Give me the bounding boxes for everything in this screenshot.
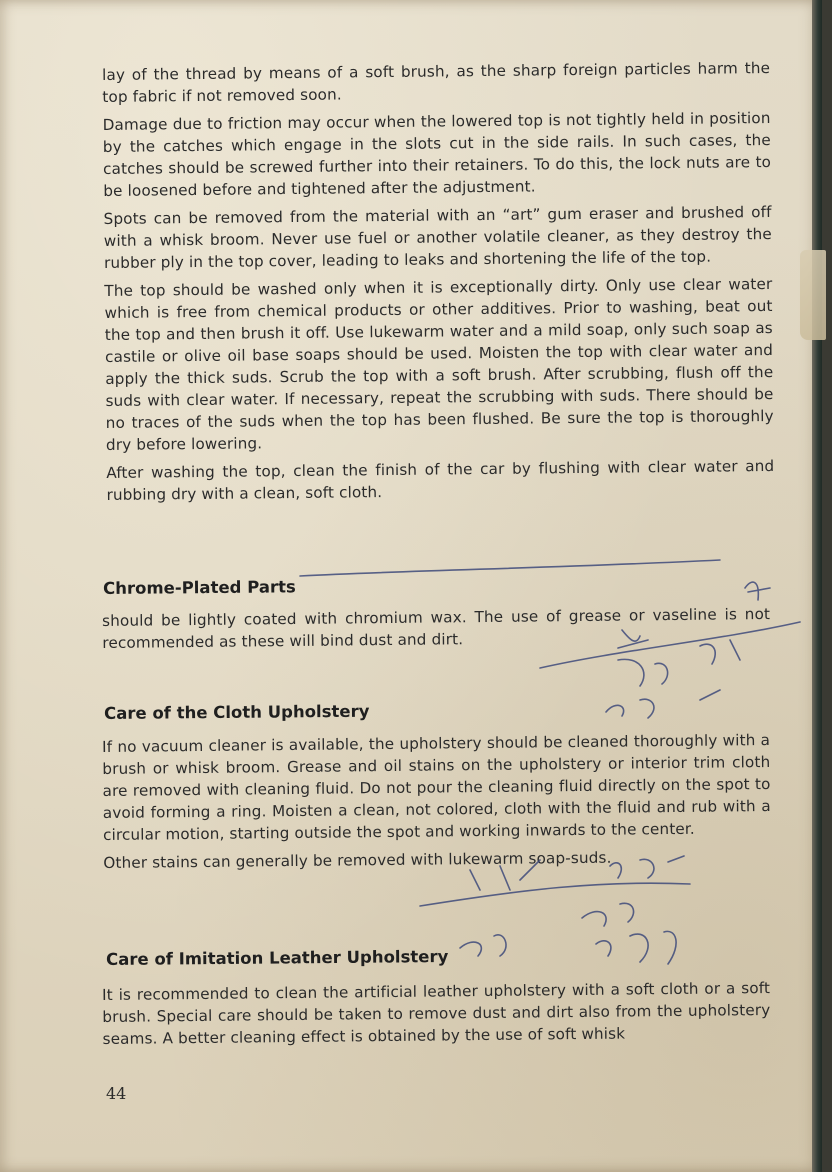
paragraph-washing: The top should be washed only when it is exceptionally dirty. Only use clear water which is free from chemical products or other additives. Prior to washing, beat out the top and then brush it off. Use lukewarm water and a mild soap, only such soap as castile or olive oil base soaps should be used. Moisten the top with clear water and apply the thick suds. Scrub the top with a soft brush. After scrubbing, flush off the suds with clear water. If necessary, repeat the scrubbing with suds. There should be no traces of the suds when the top has been flushed. Be sure the top is thoroughly dry before lowering. <box>104 274 774 454</box>
paragraph-spots: Spots can be removed from the material with an “art” gum eraser and brushed off with a whisk broom. Never use fuel or another volatile cleaner, as they destroy the rubber ply in the top cover, leading to leaks and shortening the life of the top. <box>103 202 772 272</box>
page-number: 44 <box>106 1084 127 1103</box>
paragraph-cloth-cleaning: If no vacuum cleaner is available, the upholstery should be cleaned thoroughly with a brush or whisk broom. Grease and oil stains on the upholstery or interior trim cloth are removed with cleaning fluid. Do not pour the cleaning fluid directly on the spot to avoid forming a ring. Moisten a clean, not colored, cloth with the fluid and rub with a circular motion, starting outside the spot and working inwards to the center. <box>102 731 771 844</box>
cloth-section <box>102 729 771 874</box>
scribble-mark-9 <box>460 935 506 956</box>
scribble-mark-1 <box>745 582 770 600</box>
leather-section <box>102 977 771 1050</box>
top-section <box>102 57 775 506</box>
heading-cloth-upholstery: Care of the Cloth Upholstery <box>104 701 370 723</box>
chrome-section <box>102 603 770 654</box>
paragraph-thread: lay of the thread by means of a soft brush, as the sharp foreign particles harm the top fabric if not removed soon. <box>102 59 771 106</box>
paragraph-leather: It is recommended to clean the artificial leather upholstery with a soft cloth or a soft brush. Special care should be taken to remove dust and dirt also from the upholstery seams. A better cleaning effect is obtained by the use of soft whisk <box>102 979 771 1048</box>
paragraph-chrome: should be lightly coated with chromium wax. The use of grease or vaseline is not recommended as these will bind dust and dirt. <box>102 605 771 652</box>
torn-paper-edge <box>800 250 826 340</box>
scribble-underline-soap <box>420 883 690 906</box>
heading-chrome-plated-parts: Chrome-Plated Parts <box>103 577 296 598</box>
scribble-mark-10 <box>596 931 676 964</box>
scribble-mark-5 <box>606 690 720 718</box>
heading-imitation-leather-upholstery: Care of Imitation Leather Upholstery <box>106 947 449 969</box>
scribble-mark-8 <box>582 903 634 926</box>
scribble-mark-3 <box>618 659 668 686</box>
paragraph-friction: Damage due to friction may occur when the lowered top is not tightly held in position by the catches which engage in the slots cut in the side rails. In such cases, the catches should be screwed further into their retainers. To do this, the lock nuts are to be loosened before and tightened after the adjustment. <box>102 109 772 200</box>
paragraph-other-stains: Other stains can generally be removed with lukewarm soap-suds. <box>103 848 612 872</box>
binding-edge <box>812 0 822 1172</box>
scribble-dash-line <box>300 560 720 576</box>
paragraph-finish: After washing the top, clean the finish of the car by flushing with clear water and rubbing dry with a clean, soft cloth. <box>106 456 775 504</box>
